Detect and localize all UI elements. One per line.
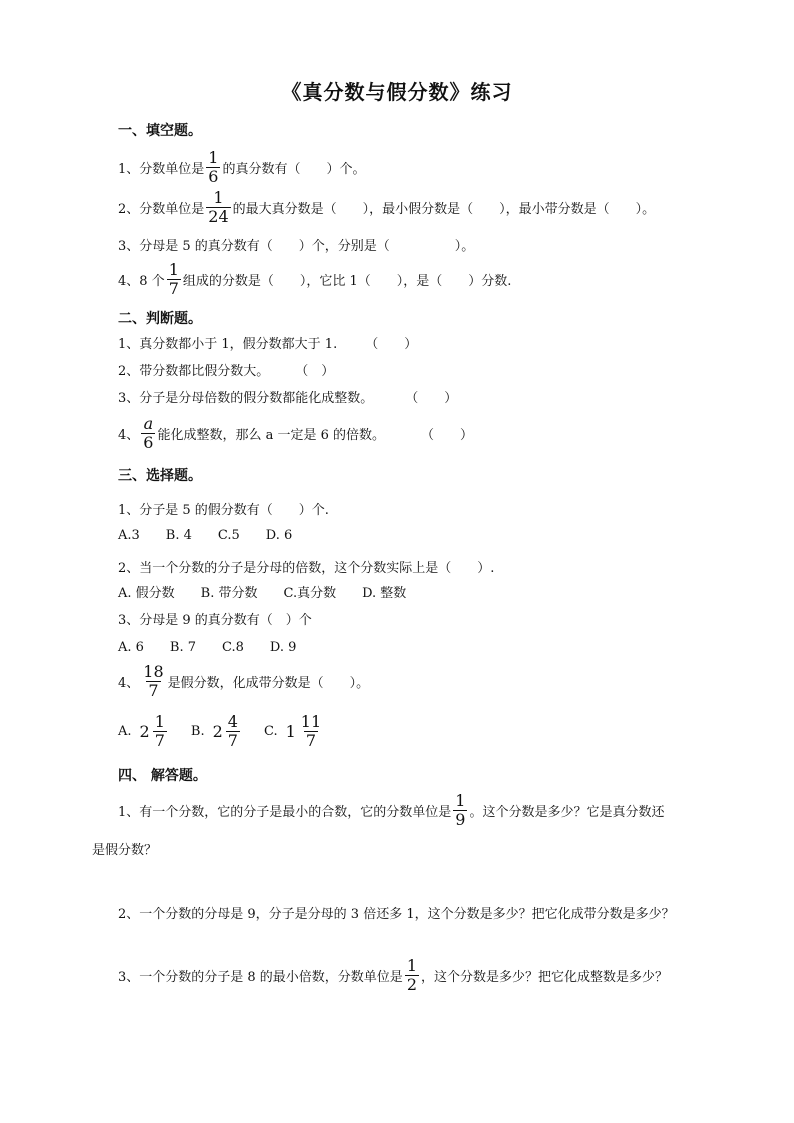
judge-q2-answer-paren: （ ） <box>295 364 335 379</box>
fraction-numerator: 1 <box>406 956 417 975</box>
fraction-denominator: 7 <box>227 731 238 750</box>
fraction-denominator: 7 <box>305 731 317 750</box>
judge-q4-pre: 4、 <box>118 428 140 443</box>
answer-q2: 2、一个分数的分母是 9，分子是分母的 3 倍还多 1，这个分数是多少？把它化成带分数是多少？ <box>118 907 675 922</box>
choice-q4-post: 是假分数，化成带分数是（ ）。 <box>167 676 370 691</box>
choice-q4-option-a <box>118 714 169 749</box>
judge-q4-answer-paren: （ ） <box>421 428 474 443</box>
answer-q1-pre: 1、有一个分数，它的分子是最小的合数，它的分数单位是 <box>118 805 452 820</box>
fraction-numerator: 11 <box>300 712 322 731</box>
fraction-denominator: 24 <box>208 207 229 226</box>
fraction-denominator: 7 <box>148 681 159 700</box>
choice-q1-options: A.3 B. 4 C.5 D. 6 <box>118 528 293 543</box>
fraction-numerator: 18 <box>143 662 164 681</box>
choice-q4-option-b <box>191 714 242 749</box>
answer-q1-fraction <box>453 793 467 828</box>
mixed-whole: 1 <box>285 722 296 741</box>
judge-q4-fraction <box>141 416 155 451</box>
fill-q4-pre: 4、8 个 <box>118 274 165 289</box>
section-choice-heading: 三、选择题。 <box>118 468 202 484</box>
section-judge-heading: 二、判断题。 <box>118 311 202 327</box>
answer-q1-continued: 是假分数？ <box>92 843 158 858</box>
choice-q4-pre: 4、 <box>118 676 140 691</box>
choice-q4-options <box>118 714 325 749</box>
section-answer-heading: 四、 解答题。 <box>118 768 207 784</box>
judge-q1-text: 1、真分数都小于 1，假分数都大于 1. <box>118 337 338 352</box>
mixed-fraction <box>226 714 240 749</box>
answer-q3-pre: 3、一个分数的分子是 8 的最小倍数，分数单位是 <box>118 970 403 985</box>
mixed-whole: 2 <box>212 722 223 741</box>
choice-q4-option-c <box>264 714 325 749</box>
judge-q2-text: 2、带分数都比假分数大。 <box>118 364 270 379</box>
fraction-numerator: 1 <box>154 712 165 731</box>
fraction-numerator: 1 <box>213 188 224 207</box>
fill-q4-post: 组成的分数是（ ），它比 1（ ），是（ ）分数. <box>182 274 512 289</box>
mixed-fraction <box>153 714 167 749</box>
fill-q4 <box>118 262 511 297</box>
mixed-number <box>286 714 326 749</box>
answer-q3-fraction <box>405 958 419 993</box>
fill-q2-post: 的最大真分数是（ ），最小假分数是（ ），最小带分数是（ ）。 <box>232 202 656 217</box>
option-label: A. <box>118 724 132 739</box>
section-fill-heading: 一、填空题。 <box>118 123 202 139</box>
fill-q4-fraction <box>167 262 181 297</box>
fill-q3: 3、分母是 5 的真分数有（ ）个，分别是（ ）。 <box>118 239 475 254</box>
fraction-denominator: 6 <box>208 167 219 186</box>
choice-q4 <box>118 664 369 699</box>
fraction-numerator: 1 <box>168 260 179 279</box>
fill-q1-post: 的真分数有（ ）个。 <box>222 162 366 177</box>
fraction-denominator: 7 <box>168 279 179 298</box>
choice-q3: 3、分母是 9 的真分数有（ ）个 <box>118 613 312 628</box>
fraction-numerator: a <box>143 414 154 433</box>
fraction-numerator: 1 <box>208 148 219 167</box>
fill-q1-pre: 1、分数单位是 <box>118 162 205 177</box>
fraction-denominator: 2 <box>406 975 417 994</box>
fraction-denominator: 7 <box>154 731 165 750</box>
choice-q4-fraction <box>141 664 165 699</box>
choice-q2-options: A. 假分数 B. 带分数 C.真分数 D. 整数 <box>118 586 407 601</box>
judge-q3-answer-paren: （ ） <box>405 391 458 406</box>
fill-q1-fraction <box>206 150 220 185</box>
fraction-denominator: 6 <box>143 433 154 452</box>
judge-q2 <box>118 360 334 379</box>
fill-q1 <box>118 150 365 185</box>
judge-q3-text: 3、分子是分母倍数的假分数都能化成整数。 <box>118 391 374 406</box>
answer-q3 <box>118 958 668 993</box>
option-label: C. <box>263 724 278 739</box>
fraction-numerator: 1 <box>455 791 466 810</box>
mixed-whole: 2 <box>139 722 150 741</box>
answer-q3-post: ，这个分数是多少？把它化成整数是多少？ <box>421 970 669 985</box>
choice-q3-options: A. 6 B. 7 C.8 D. 9 <box>118 640 297 655</box>
judge-q4-post: 能化成整数，那么 a 一定是 6 的倍数。 <box>157 428 386 443</box>
answer-q1 <box>118 793 664 828</box>
page-title: 《真分数与假分数》练习 <box>281 80 513 104</box>
mixed-number <box>140 714 169 749</box>
answer-q1-post: 。这个分数是多少？它是真分数还 <box>469 805 665 820</box>
judge-q1-answer-paren: （ ） <box>365 337 418 352</box>
judge-q3 <box>118 387 457 406</box>
fraction-numerator: 4 <box>227 712 238 731</box>
choice-q1: 1、分子是 5 的假分数有（ ）个. <box>118 503 329 518</box>
judge-q1 <box>118 333 417 352</box>
fraction-denominator: 9 <box>455 810 466 829</box>
fill-q2-pre: 2、分数单位是 <box>118 202 205 217</box>
choice-q2: 2、当一个分数的分子是分母的倍数，这个分数实际上是（ ）. <box>118 561 495 576</box>
mixed-number <box>213 714 242 749</box>
mixed-fraction <box>299 714 323 749</box>
fill-q2-fraction <box>206 190 230 225</box>
judge-q4 <box>118 416 473 451</box>
option-label: B. <box>190 724 205 739</box>
fill-q2 <box>118 190 655 225</box>
